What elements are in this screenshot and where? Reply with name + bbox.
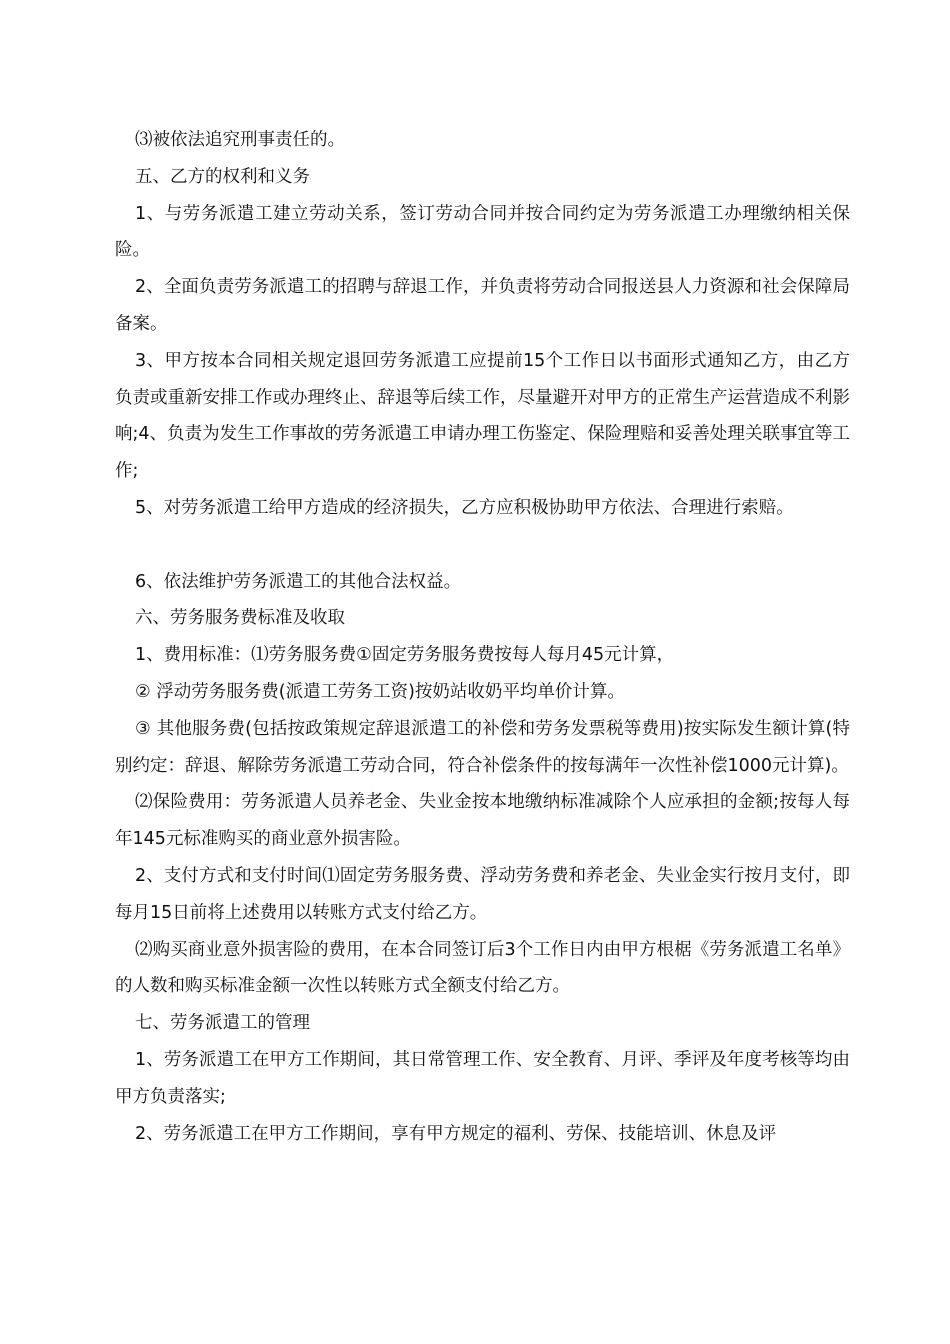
blank-line — [115, 527, 850, 564]
paragraph-criminal-liability: ⑶被依法追究刑事责任的。 — [135, 130, 345, 150]
section-heading-management: 七、劳务派遣工的管理 — [135, 1013, 310, 1034]
paragraph-management-2: 2、劳务派遣工在甲方工作期间，享有甲方规定的福利、劳保、技能培训、休息及评 — [135, 1123, 777, 1144]
paragraph-b-2: 2、全面负责劳务派遣工的招聘与辞退工作，并负责将劳动合同报送县人力资源和社会保障局备案。 — [115, 277, 850, 334]
paragraph-other-fee: ③ 其他服务费(包括按政策规定辞退派遣工的补偿和劳务发票税等费用)按实际发生额计算(特别约定：辞退、解除劳务派遣工劳动合同，符合补偿条件的按每满年一次性补偿1000元计算)。 — [115, 718, 850, 776]
paragraph-management-1: 1、劳务派遣工在甲方工作期间，其日常管理工作、安全教育、月评、季评及年度考核等均由甲方负责落实; — [115, 1049, 850, 1107]
paragraph-b-1: 1、与劳务派遣工建立劳动关系，签订劳动合同并按合同约定为劳务派遣工办理缴纳相关保险。 — [115, 203, 850, 261]
paragraph-b-6: 6、依法维护劳务派遣工的其他合法权益。 — [135, 571, 462, 592]
paragraph-b-5: 5、对劳务派遣工给甲方造成的经济损失，乙方应积极协助甲方依法、合理进行索赔。 — [135, 497, 794, 518]
document-body — [115, 122, 850, 1152]
paragraph-insurance-payment: ⑵购买商业意外损害险的费用，在本合同签订后3个工作日内由甲方根椐《劳务派遣工名单》的人数和购买标准金额一次性以转账方式全额支付给乙方。 — [115, 939, 850, 997]
paragraph-b-3-4: 3、甲方按本合同相关规定退回劳务派遣工应提前15个工作日以书面形式通知乙方，由乙方负责或重新安排工作或办理终止、辞退等后续工作，尽量避开对甲方的正常生产运营造成不利影响;4、负责为发生工作事故的劳务派遣工申请办理工伤鉴定、保险理赔和妥善处理关联事宜等工作; — [115, 350, 850, 482]
paragraph-floating-fee: ② 浮动劳务服务费(派遣工劳务工资)按奶站收奶平均单价计算。 — [135, 681, 625, 702]
section-heading-service-fee: 六、劳务服务费标准及收取 — [135, 608, 345, 629]
paragraph-insurance-fee: ⑵保险费用：劳务派遣人员养老金、失业金按本地缴纳标准减除个人应承担的金额;按每人每年145元标准购买的商业意外损害险。 — [115, 792, 850, 850]
paragraph-payment-method: 2、支付方式和支付时间⑴固定劳务服务费、浮动劳务费和养老金、失业金实行按月支付，即每月15日前将上述费用以转账方式支付给乙方。 — [115, 865, 850, 923]
paragraph-fee-standard: 1、费用标准：⑴劳务服务费①固定劳务服务费按每人每月45元计算， — [135, 645, 675, 666]
section-heading-party-b-rights: 五、乙方的权利和义务 — [135, 166, 310, 187]
